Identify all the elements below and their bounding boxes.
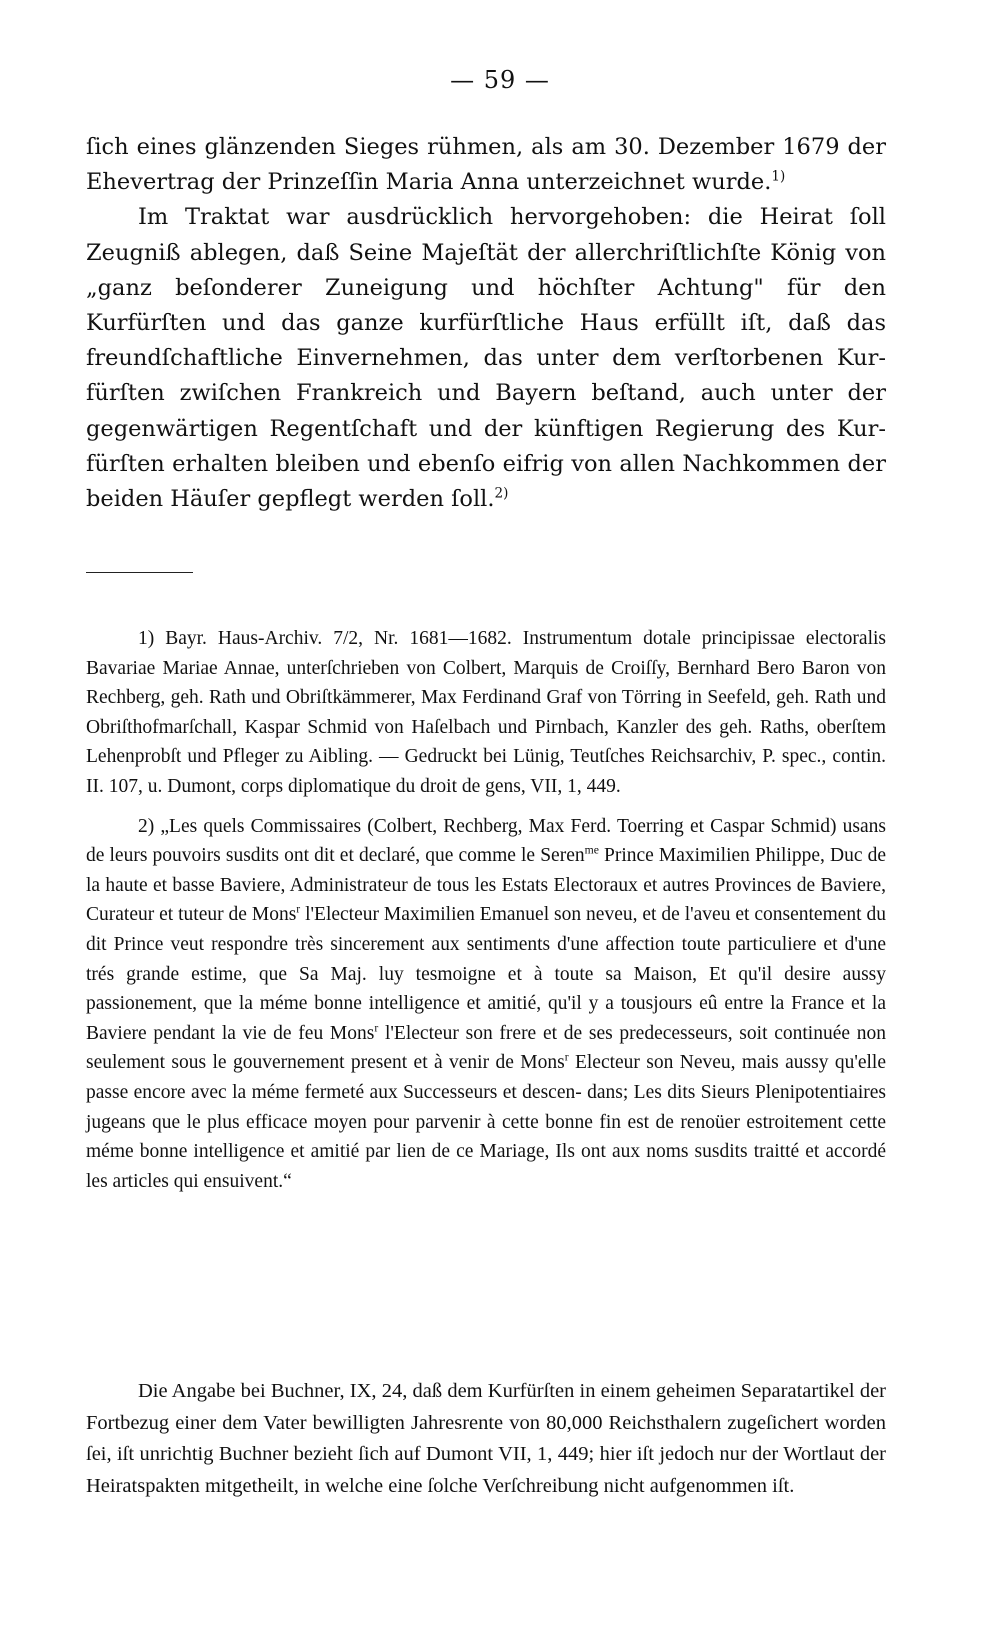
- footnote-2-part-d: l'Electeur son frere et de ses predecesseurs, soit continuée non seulement sous le gouvernement present et à venir de Mons: [86, 1022, 886, 1074]
- page-number: — 59 —: [450, 66, 550, 94]
- footnote-2-part-c: l'Electeur Maximilien Emanuel son neveu, et de l'aveu et consentement du dit Prince veut respondre très sincerement aux sentiments d'une affection toute particuliere et d'une trés grande estime, que Sa Maj. luy tesmoigne et à toute sa Maison, Et qu'il desire aussy passionement, que la méme bonne intelligence et amitié, qu'il y a tousjours eû entre la France et la Baviere pendant la vie de feu Mons: [86, 904, 886, 1044]
- closing-section: [86, 1376, 886, 1502]
- closing-paragraph: Die Angabe bei Buchner, IX, 24, daß dem Kurfürſten in einem geheimen Separatartikel der Fortbezug einer dem Vater bewilligten Jahresrente von 80,000 Reichsthalern zugeſichert worden ſei, iſt unrichtig Buchner bezieht ſich auf Dumont VII, 1, 449; hier iſt jedoch nur der Wortlaut der Heiratspakten mitgetheilt, in welche eine ſolche Verſchreibung nicht aufgenommen iſt.: [86, 1380, 886, 1497]
- footnote-1: 1) Bayr. Haus-Archiv. 7/2, Nr. 1681—1682. Instrumentum dotale principissae electoralis Bavariae Mariae Annae, unterſchrieben von Colbert, Marquis de Croiſſy, Bernhard Bero Baron von Rechberg, geh. Rath und Obriſtkämmerer, Max Ferdinand Graf von Törring in Seefeld, geh. Rath und Obriſthofmarſchall, Kaspar Schmid von Haſelbach und Pirnbach, Kanzler des geh. Raths, oberſtem Lehenprobſt und Pfleger zu Aibling. — Gedruckt bei Lünig, Teutſches Reichsarchiv, P. spec., contin. II. 107, u. Dumont, corps diplomatique du droit de gens, VII, 1, 449.: [86, 628, 886, 797]
- footnote-ref-2: 2): [494, 485, 509, 502]
- footnote-2-part-e: Electeur son Neveu, mais aussy qu'elle passe encore avec la méme fermeté aux Successeurs et descen- dans; Les dits Sieurs Plenipotentiaires jugeans que le plus efficace moyen pour parvenir à cette bonne fin est de renoüer estroitement cette méme bonne intelligence et amitié par lien de ce Mariage, Ils ont aux noms susdits traitté et accordé les articles qui ensuivent.“: [86, 1052, 886, 1192]
- footnote-2-sup-2: r: [296, 902, 301, 916]
- footnotes: [86, 624, 886, 1196]
- footnote-2-part-a: 2) „Les quels Commissaires (Colbert, Rechberg, Max Ferd. Toerring et Caspar Schmid) usans de leurs pouvoirs susdits ont dit et declaré, que comme le Seren: [86, 815, 886, 867]
- main-paragraph-1-text: ſich eines glänzenden Sieges rühmen, als am 30. Dezember 1679 der Ehevertrag der Prinzeſſin Maria Anna unterzeichnet wurde.: [86, 134, 886, 196]
- footnote-2-sup-3: r: [374, 1021, 379, 1035]
- footnote-2: [86, 812, 886, 1197]
- footnote-2-sup-1: me: [584, 843, 599, 857]
- main-paragraph-1: [86, 130, 886, 200]
- main-text: [86, 130, 886, 517]
- footnote-2-sup-4: r: [564, 1050, 569, 1064]
- main-paragraph-2: [86, 200, 886, 517]
- footnote-ref-1: 1): [771, 168, 786, 185]
- main-paragraph-2-text: Im Traktat war ausdrücklich hervorgehoben: die Heirat ſoll Zeugniß ablegen, daß Seine Majeſtät der allerchriſtlichſte König von „ganz beſonderer Zuneigung und höchſter Achtung" für den Kurfürſten und das ganze kurfürſtliche Haus erfüllt iſt, daß das freundſchaftliche Einvernehmen, das unter dem verſtorbenen Kur- fürſten zwiſchen Frankreich und Bayern beſtand, auch unter der gegenwärtigen Regentſchaft und der künftigen Regierung des Kur- fürſten erhalten bleiben und ebenſo eifrig von allen Nachkommen der beiden Häuſer gepflegt werden ſoll.: [86, 204, 886, 513]
- footnote-2-part-b: Prince Maximilien Philippe, Duc de la haute et basse Baviere, Administrateur de tous les Estats Electoraux et autres Provinces de Baviere, Curateur et tuteur de Mons: [86, 845, 887, 926]
- footnote-separator: [86, 572, 193, 573]
